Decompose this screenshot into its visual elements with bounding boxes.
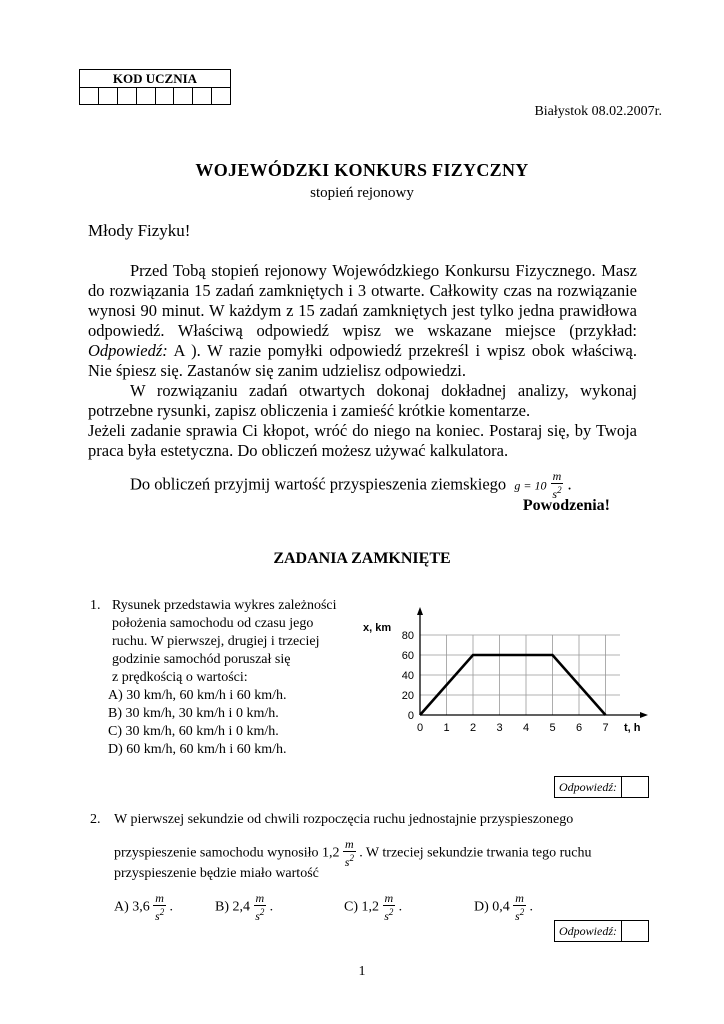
q2-answer-field[interactable] bbox=[622, 921, 648, 941]
q1-option-b: B) 30 km/h, 30 km/h i 0 km/h. bbox=[108, 706, 279, 721]
question-2: 2. W pierwszej sekundzie od chwili rozpoczęcia ruchu jednostajnie przyspieszonego przyspieszenie samochodu wynosiło 1,2 $\frac{m}{s^2}$ . W trzeciej sekundzie trwania tego ruchu przyspieszenie będzie miało wartość A) 3,6 $\frac{m}{s^2}$ . B) 2,4 $\frac{m}{s^2}$ . C) 1,2 $\frac{m}{s^2}$ . D) 0,4 $\frac{m}{s^2}$ . bbox=[90, 812, 592, 923]
page-number: 1 bbox=[358, 964, 366, 979]
x-tick-label: 7 bbox=[602, 722, 609, 734]
instructions-p1: Przed Tobą stopień rejonowy Wojewódzkiego Konkursu Fizycznego. Masz do rozwiązania 15 zadań zamkniętych i 3 otwarte. Całkowity czas na rozwiązanie wynosi 90 minut. W każdym z 15 zadań zamkniętych jest tylko jedna prawidłowa odpowiedź. Właściwą odpowiedź wpisz we wskazane miejsce (przykład: Odpowiedź: A ). W razie pomyłki odpowiedź przekreśl i wpisz obok właściwą. Nie śpiesz się. Zastanów się zanim udzielisz odpowiedzi. bbox=[88, 261, 637, 380]
q1-option-c: C) 30 km/h, 60 km/h i 0 km/h. bbox=[108, 724, 279, 739]
q2-option-c: C) 1,2 $\frac{m}{s^2}$ . bbox=[344, 891, 403, 923]
q2-option-b: B) 2,4 $\frac{m}{s^2}$ . bbox=[215, 891, 274, 923]
q1-option-a: A) 30 km/h, 60 km/h i 60 km/h. bbox=[108, 688, 287, 703]
x-tick-label: 0 bbox=[416, 722, 424, 734]
page-subtitle: stopień rejonowy bbox=[310, 185, 414, 201]
x-tick-label: 2 bbox=[469, 722, 477, 734]
question-1: 1. Rysunek przedstawia wykres zależności położenia samochodu od czasu jego ruchu. W pierwszej, drugiej i trzeciej godzinie samochód poruszał się z prędkością o wartości: A) 30 km/h, 60 km/h i 60 km/h. B) 30 km/h, 30 km/h i 0 km/h. C) 30 km/h, 60 km/h i 0 km/h. D) 60 km/h, 60 km/h i 60 km/h. bbox=[90, 597, 352, 759]
y-axis-label: x, km bbox=[363, 622, 392, 634]
instructions-p3: Jeżeli zadanie sprawia Ci kłopot, wróć do niego na koniec. Postaraj się, by Twoja praca była estetyczna. Do obliczeń możesz używać kalkulatora. bbox=[88, 421, 637, 460]
x-axis-label: t, h bbox=[624, 722, 641, 734]
instructions-p2: W rozwiązaniu zadań otwartych dokonaj dokładnej analizy, wykonaj potrzebne rysunki, zapisz obliczenia i zamieść krótkie komentarze. bbox=[88, 381, 637, 420]
gravity-note: Do obliczeń przyjmij wartość przyspieszenia ziemskiego g = 10 $\frac{m}{s^2}$ . bbox=[130, 469, 572, 501]
greeting: Młody Fizyku! bbox=[88, 221, 191, 240]
x-axis-arrow bbox=[640, 712, 648, 718]
student-code-cells[interactable] bbox=[80, 88, 230, 104]
y-tick-label: 60 bbox=[401, 650, 414, 662]
y-axis-arrow bbox=[417, 607, 423, 615]
x-tick-label: 6 bbox=[575, 722, 583, 734]
q2-option-a: A) 3,6 $\frac{m}{s^2}$ . bbox=[114, 891, 173, 923]
y-tick-label: 20 bbox=[401, 690, 414, 702]
y-tick-label: 40 bbox=[401, 670, 414, 682]
x-tick-label: 1 bbox=[443, 722, 450, 734]
x-tick-label: 3 bbox=[496, 722, 503, 734]
section-title: ZADANIA ZAMKNIĘTE bbox=[273, 550, 451, 567]
y-tick-label: 80 bbox=[401, 630, 414, 642]
q1-answer-box: Odpowiedź: bbox=[554, 776, 649, 798]
instructions bbox=[88, 261, 637, 461]
page-title: WOJEWÓDZKI KONKURS FIZYCZNY bbox=[195, 160, 529, 180]
student-code-label: KOD UCZNIA bbox=[80, 70, 230, 88]
q2-option-d: D) 0,4 $\frac{m}{s^2}$ . bbox=[474, 891, 533, 923]
q1-option-d: D) 60 km/h, 60 km/h i 60 km/h. bbox=[108, 742, 287, 757]
position-time-chart bbox=[350, 605, 660, 745]
closing-text: Powodzenia! bbox=[522, 497, 610, 514]
x-tick-label: 5 bbox=[549, 722, 556, 734]
series-line bbox=[420, 655, 606, 715]
q2-answer-box: Odpowiedź: bbox=[554, 920, 649, 942]
y-tick-label: 0 bbox=[407, 710, 414, 722]
student-code-box bbox=[79, 69, 231, 105]
q1-answer-field[interactable] bbox=[622, 777, 648, 797]
date: Białystok 08.02.2007r. bbox=[534, 104, 662, 119]
x-tick-label: 4 bbox=[522, 722, 530, 734]
